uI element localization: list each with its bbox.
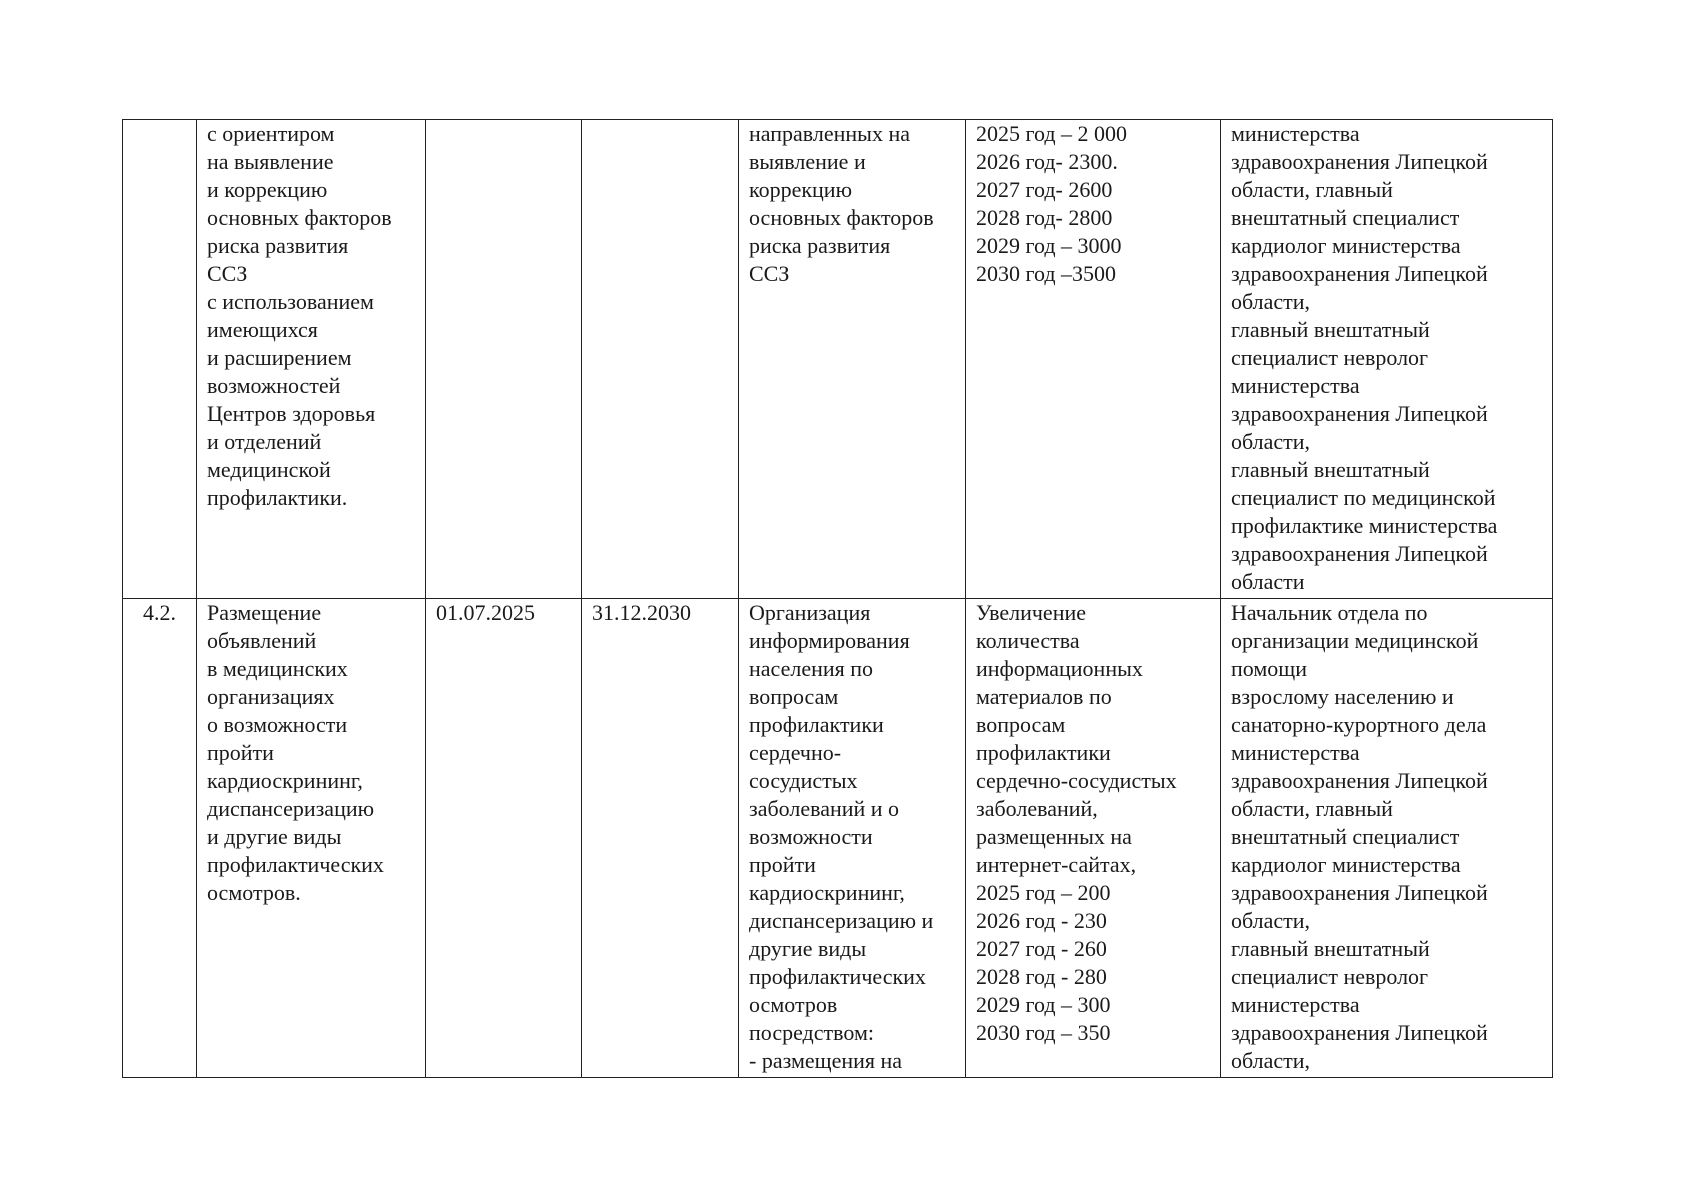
cell-start-date xyxy=(426,120,582,599)
cell-responsible-text: министерства здравоохранения Липецкой области, главный внештатный специалист кардиолог министерства здравоохранения Липецкой области, главный внештатный специалист невролог министерства здравоохранения Липецкой области, главный внештатный специалист по медицинской профилактике министерства здравоохранения Липецкой области xyxy=(1231,121,1498,594)
cell-event-text: с ориентиром на выявление и коррекцию основных факторов риска развития ССЗ с использованием имеющихся и расширением возможностей Центров здоровья и отделений медицинской профилактики. xyxy=(207,121,392,510)
cell-number xyxy=(123,120,197,599)
cell-indicator xyxy=(966,120,1221,599)
cell-result xyxy=(739,120,966,599)
measures-table xyxy=(122,119,1553,1078)
cell-indicator-text: 2025 год – 2 000 2026 год- 2300. 2027 год- 2600 2028 год- 2800 2029 год – 3000 2030 год –3500 xyxy=(976,121,1128,286)
cell-start-date-text: 01.07.2025 xyxy=(436,600,535,625)
cell-event xyxy=(197,599,426,1078)
cell-result-text: направленных на выявление и коррекцию основных факторов риска развития ССЗ xyxy=(749,121,934,286)
table-row xyxy=(123,120,1553,599)
cell-result xyxy=(739,599,966,1078)
cell-end-date xyxy=(582,599,739,1078)
cell-event-text: Размещение объявлений в медицинских организациях о возможности пройти кардиоскрининг, диспансеризацию и другие виды профилактических осмотров. xyxy=(207,600,384,905)
cell-start-date xyxy=(426,599,582,1078)
cell-result-text: Организация информирования населения по вопросам профилактики сердечно- сосудистых заболеваний и о возможности пройти кардиоскрининг, диспансеризацию и другие виды профилактических осмотров посредством: - размещения на xyxy=(749,600,934,1073)
table-row xyxy=(123,599,1553,1078)
cell-responsible xyxy=(1221,599,1553,1078)
cell-event xyxy=(197,120,426,599)
cell-number-text: 4.2. xyxy=(143,600,176,625)
cell-number xyxy=(123,599,197,1078)
cell-responsible-text: Начальник отдела по организации медицинской помощи взрослому населению и санаторно-курортного дела министерства здравоохранения Липецкой области, главный внештатный специалист кардиолог министерства здравоохранения Липецкой области, главный внештатный специалист невролог министерства здравоохранения Липецкой области, xyxy=(1231,600,1488,1073)
cell-end-date xyxy=(582,120,739,599)
cell-indicator xyxy=(966,599,1221,1078)
cell-end-date-text: 31.12.2030 xyxy=(592,600,691,625)
cell-responsible xyxy=(1221,120,1553,599)
cell-indicator-text: Увеличение количества информационных материалов по вопросам профилактики сердечно-сосудистых заболеваний, размещенных на интернет-сайтах, 2025 год – 200 2026 год - 230 2027 год - 260 2028 год - 280 2029 год – 300 2030 год – 350 xyxy=(976,600,1177,1045)
